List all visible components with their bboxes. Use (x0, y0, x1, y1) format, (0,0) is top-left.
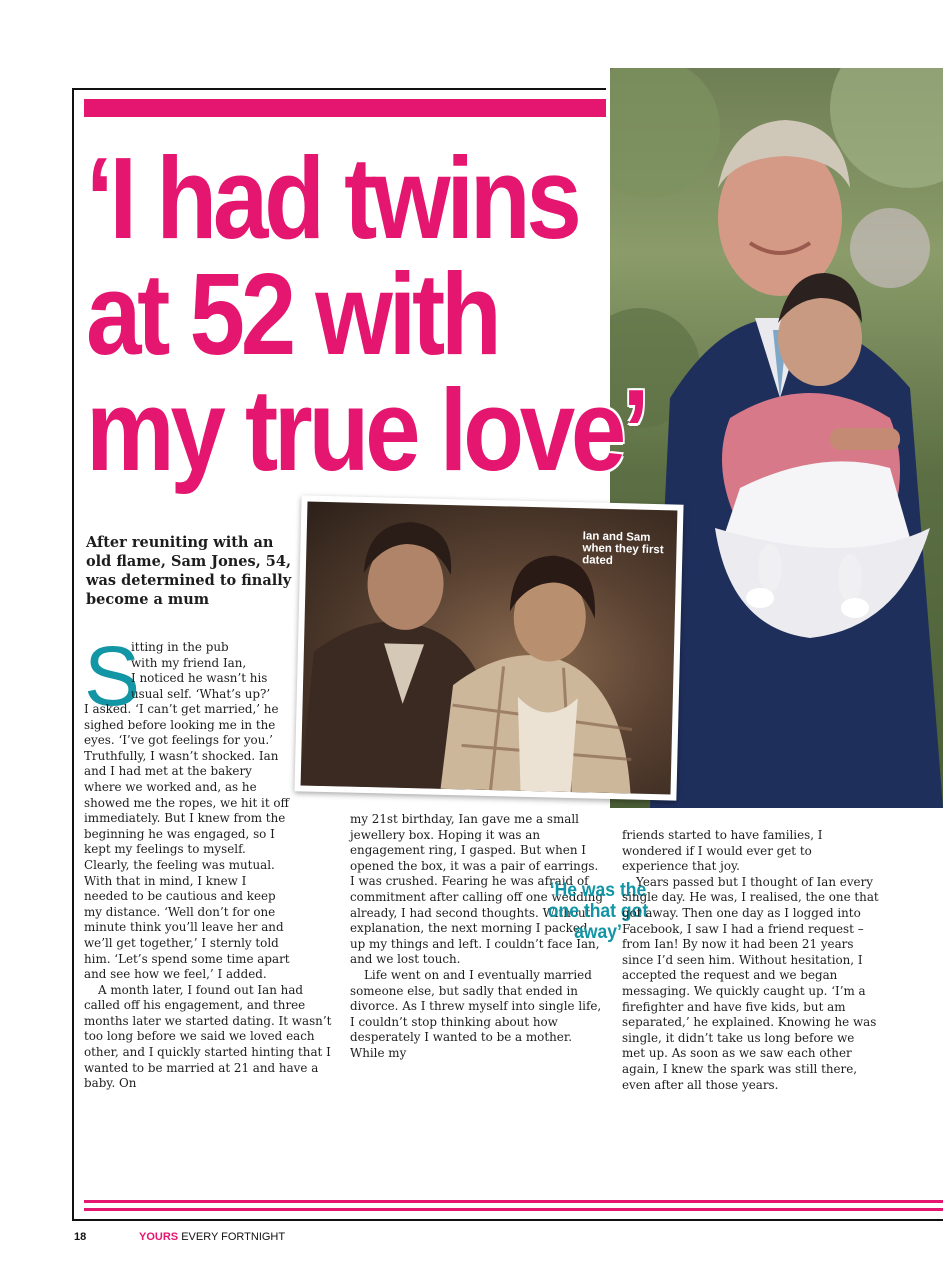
brand-name: YOURS (139, 1231, 179, 1243)
column-1-wrapped-lines (131, 640, 301, 702)
frame-bottom-rule (72, 1219, 943, 1221)
header-pink-bar (84, 99, 606, 117)
headline-line-1: ‘I had twins (86, 133, 578, 263)
headline (86, 133, 688, 495)
brand-tagline: EVERY FORTNIGHT (181, 1231, 286, 1243)
column-3-paragraph-1: friends started to have families, I wondered if I would ever get to experience that joy. (622, 828, 823, 874)
column-3-paragraph-2: Years passed but I thought of Ian every single day. He was, I realised, the one that got away. Then one day as I logged into Facebook, I saw I had a friend request – from Ian! By now it had been 21 years since I’d seen him. Without hesitation, I accepted the request and we began messaging. We quickly caught up. ‘I’m a firefighter and have five kids, but am separated,’ he explained. Knowing he was single, it didn’t take us long before we met up. As soon as we saw each other again, I knew the spark was still there, even after all those years. (622, 874, 879, 1092)
photo-caption: Ian and Sam when they first dated (582, 530, 664, 567)
frame-left-rule (72, 88, 74, 1221)
photo-couple-vintage (294, 495, 683, 800)
column-1-wrapped-line: I noticed he wasn’t his (131, 671, 268, 686)
column-2-paragraph-2: Life went on and I eventually married someone else, but sadly that ended in divorce. As I threw myself into single life, I couldn’t stop thinking about how desperately I wanted to be a mother. While my (350, 967, 602, 1060)
standfirst: After reuniting with an old flame, Sam Jones, 54, was determined to finally become a mum (86, 534, 292, 608)
column-3-body (622, 828, 880, 1093)
footer-pink-rule-bottom (84, 1208, 943, 1211)
column-1-wrapped-line: itting in the pub (131, 640, 229, 654)
headline-line-2: at 52 with (86, 249, 498, 379)
column-1-wrapped-line: with my friend Ian, (131, 655, 247, 670)
photo-couple-vintage-image (301, 502, 678, 795)
frame-top-rule (72, 88, 606, 90)
column-2-paragraph-1: my 21st birthday, Ian gave me a small jewellery box. Hoping it was an engagement ring, I gasped. But when I opened the box, it was a pair of earrings. I was crushed. Fearing he was afraid of commitment after calling off one wedding already, I had second thoughts. Without explanation, the next morning I packed up my things and left. I couldn’t face Ian, and we lost touch. (350, 812, 603, 967)
drop-cap: S (84, 629, 141, 723)
column-1-wrapped-line: usual self. ‘What’s up?’ (131, 686, 271, 701)
footer-branding (139, 1231, 285, 1243)
column-1-body (84, 702, 332, 1092)
pull-quote: ‘He was the one that got away’ (547, 879, 649, 943)
headline-line-3: my true love’ (86, 365, 646, 495)
page-number: 18 (74, 1231, 87, 1243)
column-1-paragraph-1: I asked. ‘I can’t get married,’ he sighed before looking me in the eyes. ‘I’ve got feelings for you.’ Truthfully, I wasn’t shocked. Ian and I had met at the bakery where we worked and, as he showed me the ropes, we hit it off immediately. But I knew from the beginning he was engaged, so I kept my feelings to myself. Clearly, the feeling was mutual. With that in mind, I knew I needed to be cautious and keep my distance. ‘Well don’t for one minute think you’ll leave her and we’ll get together,’ I sternly told him. ‘Let’s spend some time apart and see how we feel,’ I added. (84, 702, 290, 982)
column-1-paragraph-2: A month later, I found out Ian had called off his engagement, and three months later we started dating. It wasn’t too long before we said we loved each other, and I quickly started hinting that I wanted to be married at 21 and have a baby. On (84, 982, 332, 1091)
footer-pink-rule-top (84, 1200, 943, 1203)
